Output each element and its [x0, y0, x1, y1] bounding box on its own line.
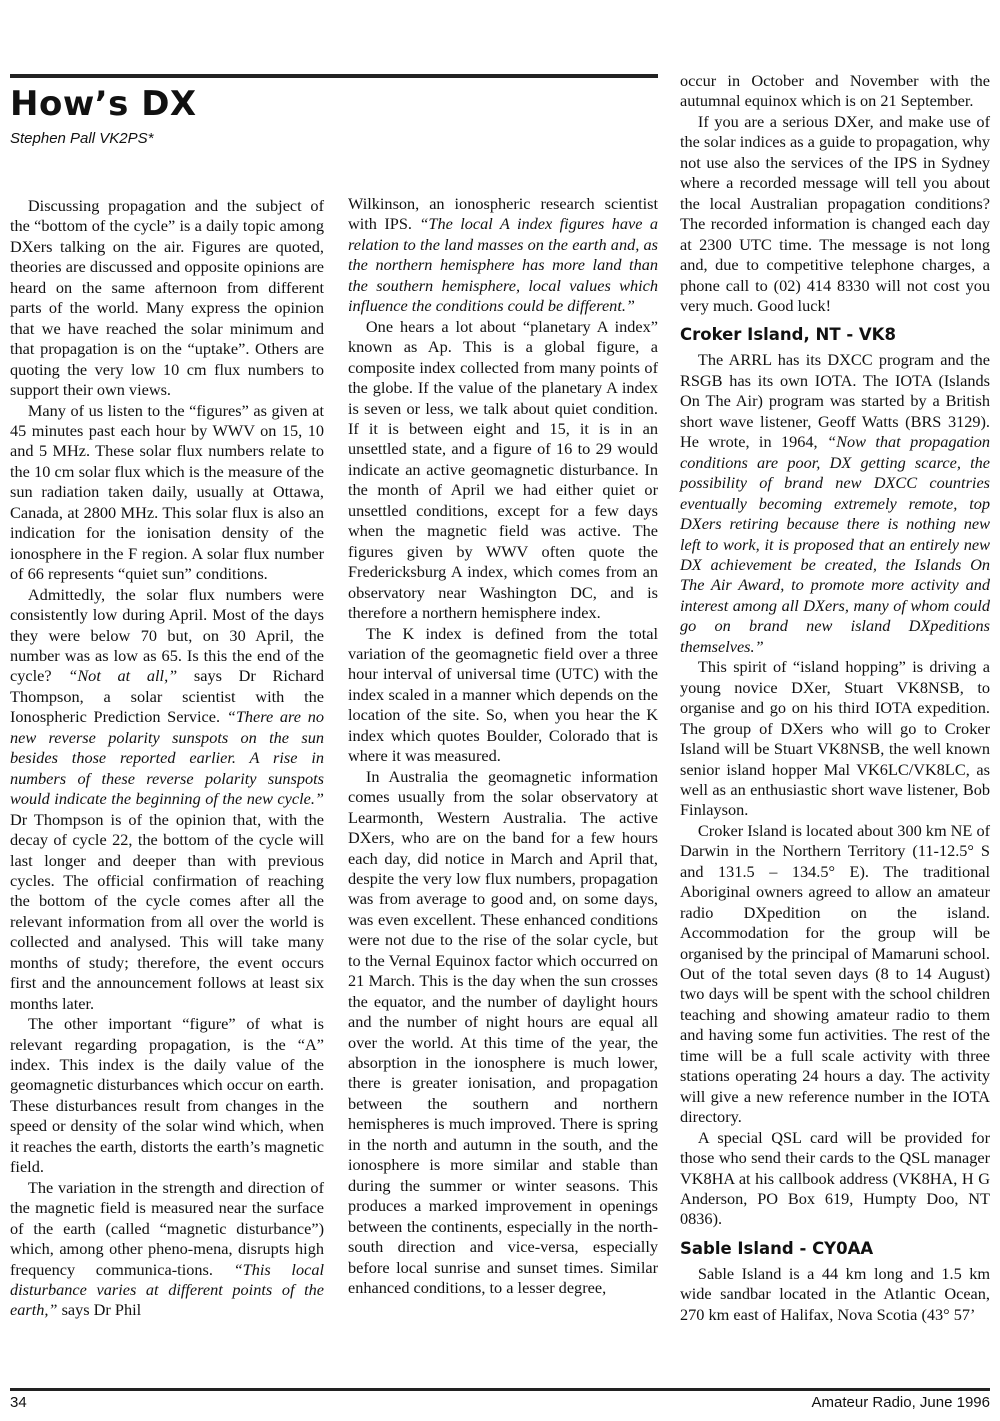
paragraph: Discussing propagation and the subject of the “bottom of the cycle” is a daily topic among DXers talking on the air. Figures are quoted, theories are discussed and opposite opinions are heard on the same afternoon from different parts of the world. Many express the opinion that we have reached the solar minimum and that propagation is on the “uptake”. Others are quoting the very low 10 cm flux numbers to support their own views.	[10, 196, 324, 400]
footer-rule	[10, 1388, 990, 1391]
paragraph: Sable Island is a 44 km long and 1.5 km wide sandbar located in the Atlantic Ocean, 270 km east of Halifax, Nova Scotia (43° 57’	[680, 1263, 990, 1324]
paragraph: occur in October and November with the autumnal equinox which is on 21 September.	[680, 71, 990, 111]
paragraph: Admittedly, the solar flux numbers were consistently low during April. Most of the days they were below 70 but, on 30 April, the number was as low as 65. Is this the end of the cycle? “Not at all,” says Dr Richard Thompson, a solar scientist with the Ionospheric Prediction Service. “There are no new reverse polarity sunspots on the sun besides those reported earlier. A rise in numbers of these reverse polarity sunspots would indicate the beginning of the new cycle.” Dr Thompson is of the opinion that, with the decay of cycle 22, the bottom of the cycle will last longer and deeper than with previous cycles. The official confirmation of reaching the bottom of the cycle comes after all the relevant information from all over the world is collected and analysed. This will take many months of study; therefore, the event occurs first and the announcement follows at least six months later.	[10, 584, 325, 1013]
paragraph: One hears a lot about “planetary A index” known as Ap. This is a global figure, a composite index collected from many points of the globe. If the value of the planetary A index is seven or less, we talk about quiet condition. If it is between eight and 15, it is in an unsettled state, and a figure of 16 to 29 would indicate an active geomagnetic disturbance. In the month of April we had either quiet or unsettled conditions, except for a few days when the magnetic field was active. The figures given by WWV often quote the Fredericksburg A index, which comes from an observatory near Washington DC, and is therefore a northern hemisphere index.	[348, 316, 658, 623]
paragraph: Many of us listen to the “figures” as given at 45 minutes past each hour by WWV on 15, 10 and 5 MHz. These solar flux numbers relate to the 10 cm solar flux which is the measure of the sun radiation taken daily, usually at Ottawa, Canada, at 2800 MHz. This solar flux is also an indication for the ionisation density of the ionosphere in the F region. A solar flux number of 66 represents “quiet sun” conditions.	[10, 400, 324, 584]
paragraph: In Australia the geomagnetic information comes usually from the solar observatory at Learmonth, Western Australia. The active DXers, who are on the band for a few hours each day, did notice in March and April that, despite the very low flux numbers, propagation was from average to good and, on some days, was even excellent. These enhanced conditions were not due to the rise of the solar cycle, but to the Vernal Equinox factor which occurred on 21 March. This is the day when the sun crosses the equator, and the number of daylight hours and the number of night hours are equal all over the world. At this time of the year, the absorption in the ionosphere is much lower, there is greater ionisation, and propagation between the southern and northern hemispheres is much improved. There is spring in the north and autumn in the south, and the ionosphere is more similar and stable than during the summer or winter seasons. This produces a marked improvement in openings between the continents, especially in the north-south direction and vice-versa, especially before local sunrise and sunset times. Similar enhanced conditions, to a lesser degree,	[348, 766, 658, 1298]
paragraph: The variation in the strength and direction of the magnetic field is measured near the surface of the earth (called “magnetic disturbance”) which, among other pheno-mena, disrupts high frequency communica-tions. “This local disturbance varies at different points of the earth,” says Dr Phil	[10, 1177, 324, 1320]
header-rule	[10, 74, 658, 78]
column-3	[680, 71, 990, 1325]
column-1	[10, 196, 324, 1321]
column-2	[348, 194, 658, 1298]
paragraph: A special QSL card will be provided for those who send their cards to the QSL manager VK8HA at his callbook address (VK8HA, H G Anderson, PO Box 619, Humpty Doo, NT 0836).	[680, 1127, 990, 1229]
section-heading-sable-island: Sable Island - CY0AA	[680, 1238, 874, 1258]
page-number: 34	[10, 1394, 27, 1411]
author-byline: Stephen Pall VK2PS*	[10, 130, 154, 147]
paragraph: This spirit of “island hopping” is driving a young novice DXer, Stuart VK8NSB, to organise and go on his third IOTA expedition. The group of DXers who will go to Croker Island will be Stuart VK8NSB, the well known senior island hopper Mal VK6LC/VK8LC, as well as an enthusiastic short wave listener, Bob Finlayson.	[680, 657, 990, 820]
publication-footer: Amateur Radio, June 1996	[811, 1394, 990, 1411]
paragraph: Wilkinson, an ionospheric research scientist with IPS. “The local A index figures have a relation to the land masses on the earth and, as the northern hemisphere has more land than the southern hemisphere, local values which influence the conditions could be different.”	[348, 194, 658, 316]
paragraph: The other important “figure” of what is relevant regarding propagation, is the “A” index. This index is the daily value of the geomagnetic disturbances which occur on earth. These disturbances result from changes in the speed or density of the solar wind which, when it reaches the earth, distorts the earth’s magnetic field.	[10, 1014, 324, 1177]
section-heading-croker-island: Croker Island, NT - VK8	[680, 325, 896, 345]
paragraph: The K index is defined from the total variation of the geomagnetic field over a three hour interval of universal time (UTC) with the index scaled in a manner which depends on the location of the site. So, when you hear the K index which quotes Boulder, Colorado that is where it was measured.	[348, 623, 658, 766]
paragraph: The ARRL has its DXCC program and the RSGB has its own IOTA. The IOTA (Islands On The Air) program was started by a British short wave listener, Geoff Watts (BRS 3129). He wrote, in 1964, “Now that propagation conditions are poor, DX getting scarce, the possibility of brand new DXCC countries eventually becoming extremely remote, top DXers retiring because there is nothing new left to work, it is proposed that an entirely new DX achievement be created, the Islands On The Air Award, to promote more activity and interest among all DXers, many of whom could go on brand new island DXpeditions themselves.”	[680, 350, 991, 656]
article-title: How’s DX	[10, 84, 197, 124]
paragraph: Croker Island is located about 300 km NE of Darwin in the Northern Territory (11-12.5° S and 131.5 – 134.5° E). The traditional Aboriginal owners agreed to allow an amateur radio DXpedition on the island. Accommodation for the group will be organised by the principal of Mamaruni school. Out of the total seven days (8 to 14 August) two days will be spent with the school children teaching and showing amateur radio to them and having some fun activities. The rest of the time will be a full scale activity with three stations operating 24 hours a day. The activity will give a new reference number in the IOTA directory.	[680, 820, 991, 1127]
paragraph: If you are a serious DXer, and make use of the solar indices as a guide to propagation, why not use also the services of the IPS in Sydney where a recorded message will tell you about the local Australian propagation conditions? The recorded information is changed each day at 2300 UTC time. The message is not long and, due to competitive telephone charges, a phone call to (02) 414 8330 will not cost you very much. Good luck!	[680, 111, 990, 315]
